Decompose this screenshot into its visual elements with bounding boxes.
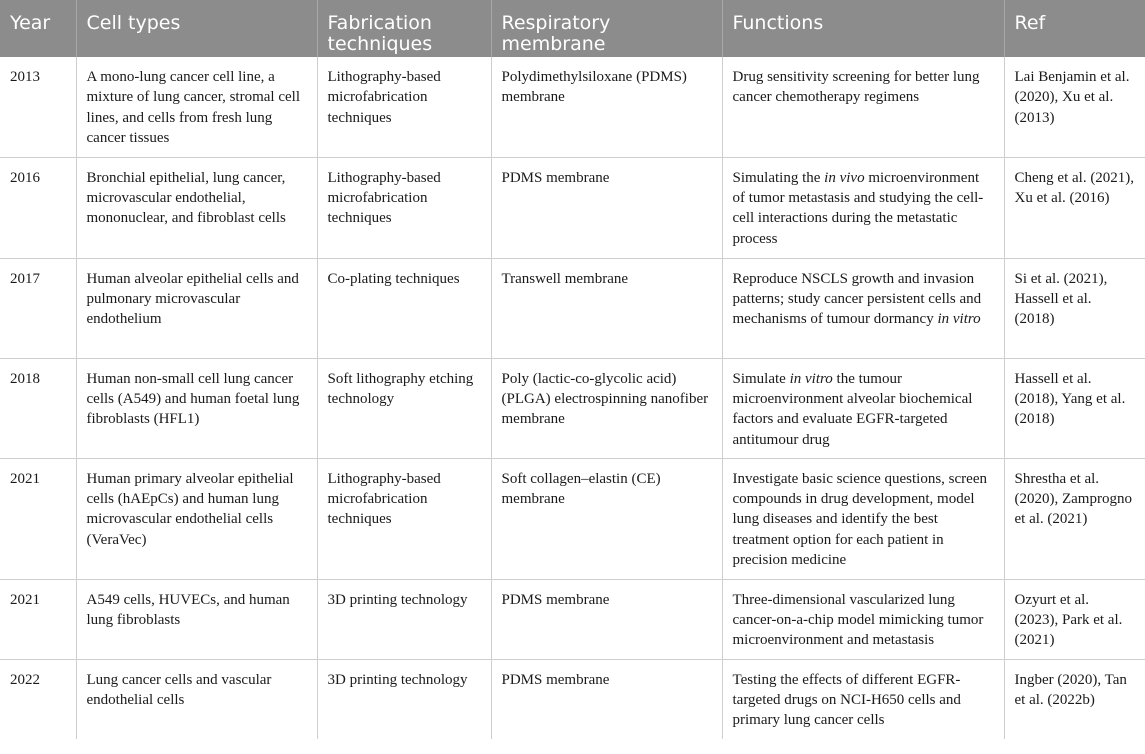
table-row: [0, 57, 1145, 157]
header-respiratory-membrane: Respiratory membrane: [491, 0, 722, 57]
header-fabrication-techniques: Fabrication techniques: [317, 0, 491, 57]
cell-membrane: PDMS membrane: [491, 157, 722, 258]
cell-ref: Cheng et al. (2021), Xu et al. (2016): [1004, 157, 1145, 258]
table-row: [0, 358, 1145, 458]
cell-ref: Shrestha et al. (2020), Zamprogno et al. (2021): [1004, 458, 1145, 579]
functions-text: Investigate basic science questions, screen compounds in drug development, model lung diseases and identify the best treatment option for each patient in precision medicine: [732, 470, 987, 569]
cell-year: 2013: [0, 57, 76, 157]
cell-membrane: Transwell membrane: [491, 258, 722, 358]
cell-ref: Hassell et al. (2018), Yang et al. (2018): [1004, 358, 1145, 458]
table-row: [0, 579, 1145, 659]
cell-membrane: PDMS membrane: [491, 579, 722, 659]
functions-text: Drug sensitivity screening for better lung cancer chemotherapy regimens: [732, 69, 980, 106]
cell-year: 2017: [0, 258, 76, 358]
cell-functions: [722, 659, 1004, 739]
cell-functions: [722, 579, 1004, 659]
cell-fabrication: Co-plating techniques: [317, 258, 491, 358]
table-row: [0, 659, 1145, 739]
cell-functions: [722, 458, 1004, 579]
cell-membrane: Poly (lactic-co-glycolic acid) (PLGA) electrospinning nanofiber membrane: [491, 358, 722, 458]
cell-cell-types: A549 cells, HUVECs, and human lung fibroblasts: [76, 579, 317, 659]
cell-year: 2021: [0, 579, 76, 659]
cell-cell-types: Lung cancer cells and vascular endothelial cells: [76, 659, 317, 739]
cell-fabrication: Lithography-based microfabrication techniques: [317, 57, 491, 157]
cell-cell-types: Human alveolar epithelial cells and pulmonary microvascular endothelium: [76, 258, 317, 358]
functions-text: microenvironment of tumor metastasis and studying the cell-cell interactions during the metastatic process: [732, 169, 984, 247]
cell-membrane: PDMS membrane: [491, 659, 722, 739]
cell-functions: [722, 157, 1004, 258]
table-header-row: [0, 0, 1145, 57]
cell-ref: Ingber (2020), Tan et al. (2022b): [1004, 659, 1145, 739]
cell-fabrication: Lithography-based microfabrication techniques: [317, 157, 491, 258]
cell-year: 2022: [10, 671, 40, 688]
cell-functions: [722, 258, 1004, 358]
table-row: [0, 458, 1145, 579]
cell-membrane: Soft collagen–elastin (CE) membrane: [491, 458, 722, 579]
cell-fabrication: 3D printing technology: [317, 659, 491, 739]
cell-cell-types: Human primary alveolar epithelial cells (hAEpCs) and human lung microvascular endothelial cells (VeraVec): [76, 458, 317, 579]
functions-text: Three-dimensional vascularized lung cancer-on-a-chip model mimicking tumor microenvironment and metastasis: [732, 591, 984, 649]
cell-fabrication: 3D printing technology: [317, 579, 491, 659]
cell-fabrication: Lithography-based microfabrication techniques: [317, 458, 491, 579]
cell-fabrication: Soft lithography etching technology: [317, 358, 491, 458]
functions-text: Reproduce NSCLS growth and invasion patterns; study cancer persistent cells and mechanisms of tumour dormancy: [732, 270, 982, 328]
header-year: Year: [0, 0, 76, 57]
header-cell-types: Cell types: [76, 0, 317, 57]
cell-functions: [722, 57, 1004, 157]
header-functions: Functions: [722, 0, 1004, 57]
functions-text: the tumour microenvironment alveolar biochemical factors and evaluate EGFR-targeted antitumour drug: [732, 370, 973, 448]
cell-cell-types: Bronchial epithelial, lung cancer, microvascular endothelial, mononuclear, and fibroblast cells: [76, 157, 317, 258]
cell-cell-types: Human non-small cell lung cancer cells (A549) and human foetal lung fibroblasts (HFL1): [76, 358, 317, 458]
functions-text: Testing the effects of different EGFR-targeted drugs on NCI-H650 cells and primary lung cancer cells: [732, 671, 961, 729]
functions-italic-term: in vitro: [937, 311, 981, 328]
cell-cell-types: A mono-lung cancer cell line, a mixture of lung cancer, stromal cell lines, and cells from fresh lung cancer tissues: [76, 57, 317, 157]
cell-year: 2016: [0, 157, 76, 258]
cell-year: 2021: [0, 458, 76, 579]
cell-membrane: Polydimethylsiloxane (PDMS) membrane: [491, 57, 722, 157]
cell-year: 2018: [0, 358, 76, 458]
table-row: [0, 157, 1145, 258]
cell-ref: Si et al. (2021), Hassell et al. (2018): [1004, 258, 1145, 358]
cell-ref: Ozyurt et al. (2023), Park et al. (2021): [1004, 579, 1145, 659]
cell-functions: [722, 358, 1004, 458]
header-ref: Ref: [1004, 0, 1145, 57]
functions-text: Simulate: [732, 370, 790, 387]
functions-italic-term: in vitro: [789, 370, 833, 387]
functions-italic-term: in vivo: [824, 169, 865, 186]
table-row: [0, 258, 1145, 358]
cell-ref: Lai Benjamin et al. (2020), Xu et al. (2013): [1004, 57, 1145, 157]
functions-text: Simulating the: [732, 169, 825, 186]
